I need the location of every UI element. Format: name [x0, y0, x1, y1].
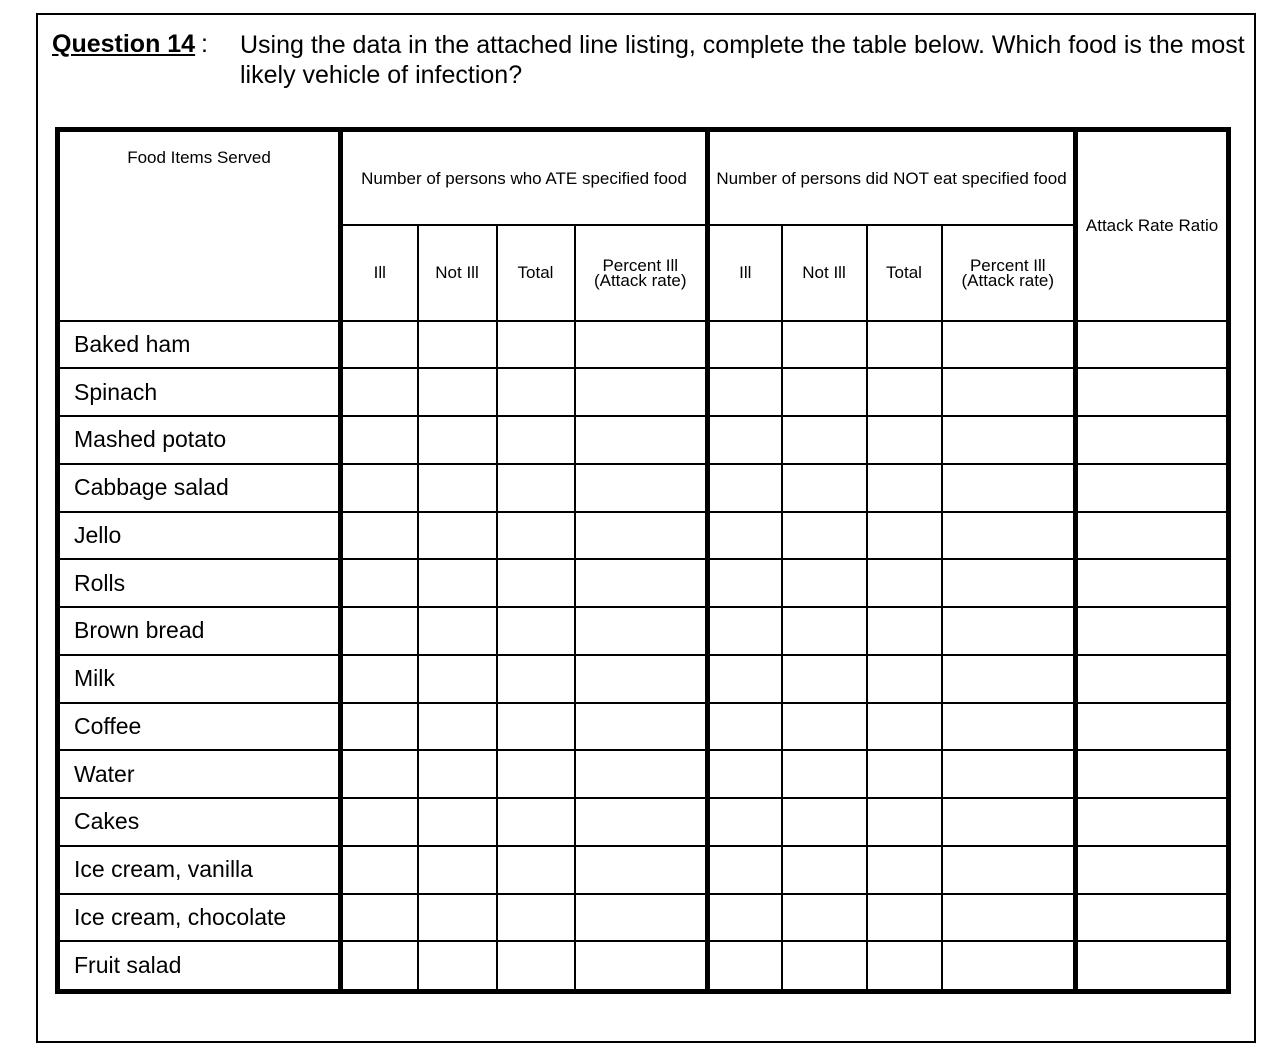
table-row: [58, 655, 1229, 703]
ate-percent-ill-header: Percent Ill (Attack rate): [575, 225, 708, 321]
attack-rate-ratio-cell[interactable]: [1076, 941, 1229, 991]
not-ate-not-ill-cell[interactable]: [782, 798, 867, 846]
ate-total-cell[interactable]: [497, 559, 575, 607]
table-row: [58, 846, 1229, 894]
not-ate-ill-cell[interactable]: [708, 655, 782, 703]
question-colon: :: [201, 30, 208, 58]
ate-ill-header: Ill: [341, 225, 418, 321]
not-ate-not-ill-cell[interactable]: [782, 321, 867, 369]
table-row: [58, 941, 1229, 991]
question-text: Using the data in the attached line listing, complete the table below. Which food is the most likely vehicle of infection?: [240, 31, 1245, 89]
attack-rate-ratio-cell[interactable]: [1076, 798, 1229, 846]
not-ate-total-cell[interactable]: [867, 512, 942, 560]
ate-percent-ill-cell[interactable]: [575, 416, 708, 464]
food-name: Water: [58, 750, 341, 798]
not-ate-total-header: Total: [867, 225, 942, 321]
food-attack-rate-table: [55, 127, 1231, 994]
ate-percent-ill-cell[interactable]: [575, 894, 708, 942]
food-name: Ice cream, chocolate: [58, 894, 341, 942]
food-name: Ice cream, vanilla: [58, 846, 341, 894]
table-row: [58, 512, 1229, 560]
not-ate-total-cell[interactable]: [867, 894, 942, 942]
ate-not-ill-cell[interactable]: [418, 607, 497, 655]
not-ate-total-cell[interactable]: [867, 464, 942, 512]
attack-rate-ratio-header: Attack Rate Ratio: [1076, 130, 1229, 321]
not-ate-percent-ill-cell[interactable]: [942, 416, 1076, 464]
not-ate-total-cell[interactable]: [867, 655, 942, 703]
food-name: Spinach: [58, 368, 341, 416]
not-ate-total-cell[interactable]: [867, 368, 942, 416]
food-name: Milk: [58, 655, 341, 703]
not-ate-percent-ill-cell[interactable]: [942, 798, 1076, 846]
food-name: Cabbage salad: [58, 464, 341, 512]
ate-not-ill-cell[interactable]: [418, 703, 497, 751]
attack-rate-ratio-cell[interactable]: [1076, 750, 1229, 798]
not-ate-total-cell[interactable]: [867, 559, 942, 607]
question-label: Question 14: [52, 30, 196, 58]
not-ate-percent-ill-cell[interactable]: [942, 655, 1076, 703]
not-ate-not-ill-cell[interactable]: [782, 368, 867, 416]
table-row: [58, 464, 1229, 512]
ate-total-cell[interactable]: [497, 655, 575, 703]
not-ate-not-ill-cell[interactable]: [782, 655, 867, 703]
not-ate-percent-ill-cell[interactable]: [942, 894, 1076, 942]
ate-percent-ill-cell[interactable]: [575, 368, 708, 416]
ate-percent-ill-cell[interactable]: [575, 941, 708, 991]
ate-not-ill-cell[interactable]: [418, 655, 497, 703]
ate-not-ill-cell[interactable]: [418, 321, 497, 369]
not-ate-not-ill-cell[interactable]: [782, 607, 867, 655]
ate-percent-ill-cell[interactable]: [575, 512, 708, 560]
ate-ill-cell[interactable]: [341, 655, 418, 703]
not-ate-not-ill-cell[interactable]: [782, 846, 867, 894]
ate-ill-cell[interactable]: [341, 798, 418, 846]
ate-not-ill-cell[interactable]: [418, 894, 497, 942]
not-ate-total-cell[interactable]: [867, 750, 942, 798]
attack-rate-ratio-cell[interactable]: [1076, 416, 1229, 464]
not-ate-total-cell[interactable]: [867, 941, 942, 991]
not-ate-percent-ill-cell[interactable]: [942, 703, 1076, 751]
not-ate-percent-ill-cell[interactable]: [942, 559, 1076, 607]
table-row: [58, 321, 1229, 369]
ate-ill-cell[interactable]: [341, 464, 418, 512]
not-ate-ill-cell[interactable]: [708, 464, 782, 512]
ate-percent-ill-cell[interactable]: [575, 846, 708, 894]
ate-group-header: Number of persons who ATE specified food: [341, 130, 708, 226]
not-ate-group-header: Number of persons did NOT eat specified food: [708, 130, 1076, 226]
not-ate-ill-cell[interactable]: [708, 368, 782, 416]
ate-ill-cell[interactable]: [341, 512, 418, 560]
ate-ill-cell[interactable]: [341, 941, 418, 991]
food-name: Cakes: [58, 798, 341, 846]
ate-not-ill-cell[interactable]: [418, 368, 497, 416]
food-name: Jello: [58, 512, 341, 560]
not-ate-ill-cell[interactable]: [708, 894, 782, 942]
food-name: Mashed potato: [58, 416, 341, 464]
food-name: Coffee: [58, 703, 341, 751]
ate-ill-cell[interactable]: [341, 607, 418, 655]
table-row: [58, 559, 1229, 607]
not-ate-percent-ill-cell[interactable]: [942, 464, 1076, 512]
ate-total-cell[interactable]: [497, 798, 575, 846]
not-ate-total-cell[interactable]: [867, 416, 942, 464]
ate-not-ill-cell[interactable]: [418, 559, 497, 607]
ate-total-cell[interactable]: [497, 750, 575, 798]
ate-percent-ill-cell[interactable]: [575, 703, 708, 751]
ate-not-ill-cell[interactable]: [418, 750, 497, 798]
not-ate-percent-ill-cell[interactable]: [942, 321, 1076, 369]
ate-percent-ill-cell[interactable]: [575, 607, 708, 655]
ate-not-ill-cell[interactable]: [418, 941, 497, 991]
not-ate-percent-ill-cell[interactable]: [942, 941, 1076, 991]
ate-ill-cell[interactable]: [341, 846, 418, 894]
ate-ill-cell[interactable]: [341, 368, 418, 416]
ate-ill-cell[interactable]: [341, 321, 418, 369]
not-ate-ill-cell[interactable]: [708, 607, 782, 655]
not-ate-ill-cell[interactable]: [708, 846, 782, 894]
not-ate-ill-cell[interactable]: [708, 559, 782, 607]
not-ate-not-ill-cell[interactable]: [782, 512, 867, 560]
food-name: Rolls: [58, 559, 341, 607]
ate-ill-cell[interactable]: [341, 703, 418, 751]
not-ate-total-cell[interactable]: [867, 607, 942, 655]
ate-total-cell[interactable]: [497, 321, 575, 369]
not-ate-ill-cell[interactable]: [708, 798, 782, 846]
ate-total-cell[interactable]: [497, 607, 575, 655]
table-row: [58, 416, 1229, 464]
not-ate-ill-cell[interactable]: [708, 321, 782, 369]
not-ate-ill-cell[interactable]: [708, 941, 782, 991]
not-ate-total-cell[interactable]: [867, 703, 942, 751]
not-ate-ill-cell[interactable]: [708, 416, 782, 464]
not-ate-not-ill-cell[interactable]: [782, 894, 867, 942]
not-ate-not-ill-cell[interactable]: [782, 941, 867, 991]
ate-percent-ill-cell[interactable]: [575, 750, 708, 798]
ate-total-cell[interactable]: [497, 941, 575, 991]
not-ate-ill-cell[interactable]: [708, 703, 782, 751]
food-items-header: Food Items Served: [58, 130, 341, 321]
ate-total-cell[interactable]: [497, 464, 575, 512]
not-ate-percent-ill-cell[interactable]: [942, 512, 1076, 560]
ate-total-cell[interactable]: [497, 416, 575, 464]
ate-not-ill-cell[interactable]: [418, 464, 497, 512]
attack-rate-ratio-cell[interactable]: [1076, 368, 1229, 416]
not-ate-not-ill-header: Not Ill: [782, 225, 867, 321]
ate-total-cell[interactable]: [497, 846, 575, 894]
ate-total-cell[interactable]: [497, 703, 575, 751]
not-ate-percent-ill-cell[interactable]: [942, 607, 1076, 655]
table-row: [58, 703, 1229, 751]
table-row: [58, 750, 1229, 798]
ate-percent-ill-cell[interactable]: [575, 798, 708, 846]
attack-rate-ratio-cell[interactable]: [1076, 512, 1229, 560]
ate-total-cell[interactable]: [497, 368, 575, 416]
not-ate-percent-ill-cell[interactable]: [942, 846, 1076, 894]
ate-total-cell[interactable]: [497, 512, 575, 560]
attack-rate-ratio-cell[interactable]: [1076, 464, 1229, 512]
not-ate-ill-header: Ill: [708, 225, 782, 321]
food-name: Fruit salad: [58, 941, 341, 991]
not-ate-ill-cell[interactable]: [708, 750, 782, 798]
not-ate-percent-ill-header: Percent Ill (Attack rate): [942, 225, 1076, 321]
ate-percent-ill-cell[interactable]: [575, 321, 708, 369]
ate-percent-ill-cell[interactable]: [575, 655, 708, 703]
ate-not-ill-header: Not Ill: [418, 225, 497, 321]
attack-rate-ratio-cell[interactable]: [1076, 559, 1229, 607]
ate-not-ill-cell[interactable]: [418, 512, 497, 560]
not-ate-total-cell[interactable]: [867, 846, 942, 894]
attack-rate-ratio-cell[interactable]: [1076, 894, 1229, 942]
ate-not-ill-cell[interactable]: [418, 846, 497, 894]
not-ate-ill-cell[interactable]: [708, 512, 782, 560]
not-ate-not-ill-cell[interactable]: [782, 416, 867, 464]
table-row: [58, 368, 1229, 416]
attack-rate-ratio-cell[interactable]: [1076, 703, 1229, 751]
not-ate-percent-ill-cell[interactable]: [942, 750, 1076, 798]
ate-ill-cell[interactable]: [341, 416, 418, 464]
ate-not-ill-cell[interactable]: [418, 798, 497, 846]
attack-rate-ratio-cell[interactable]: [1076, 607, 1229, 655]
ate-percent-ill-cell[interactable]: [575, 464, 708, 512]
attack-rate-ratio-cell[interactable]: [1076, 655, 1229, 703]
attack-rate-ratio-cell[interactable]: [1076, 321, 1229, 369]
table-row: [58, 798, 1229, 846]
food-name: Brown bread: [58, 607, 341, 655]
ate-total-cell[interactable]: [497, 894, 575, 942]
ate-ill-cell[interactable]: [341, 894, 418, 942]
ate-total-header: Total: [497, 225, 575, 321]
ate-percent-ill-cell[interactable]: [575, 559, 708, 607]
ate-ill-cell[interactable]: [341, 750, 418, 798]
not-ate-total-cell[interactable]: [867, 321, 942, 369]
not-ate-not-ill-cell[interactable]: [782, 559, 867, 607]
not-ate-total-cell[interactable]: [867, 798, 942, 846]
not-ate-not-ill-cell[interactable]: [782, 703, 867, 751]
food-name: Baked ham: [58, 321, 341, 369]
attack-rate-ratio-cell[interactable]: [1076, 846, 1229, 894]
ate-not-ill-cell[interactable]: [418, 416, 497, 464]
not-ate-percent-ill-cell[interactable]: [942, 368, 1076, 416]
ate-ill-cell[interactable]: [341, 559, 418, 607]
table-row: [58, 894, 1229, 942]
not-ate-not-ill-cell[interactable]: [782, 750, 867, 798]
table-row: [58, 607, 1229, 655]
not-ate-not-ill-cell[interactable]: [782, 464, 867, 512]
